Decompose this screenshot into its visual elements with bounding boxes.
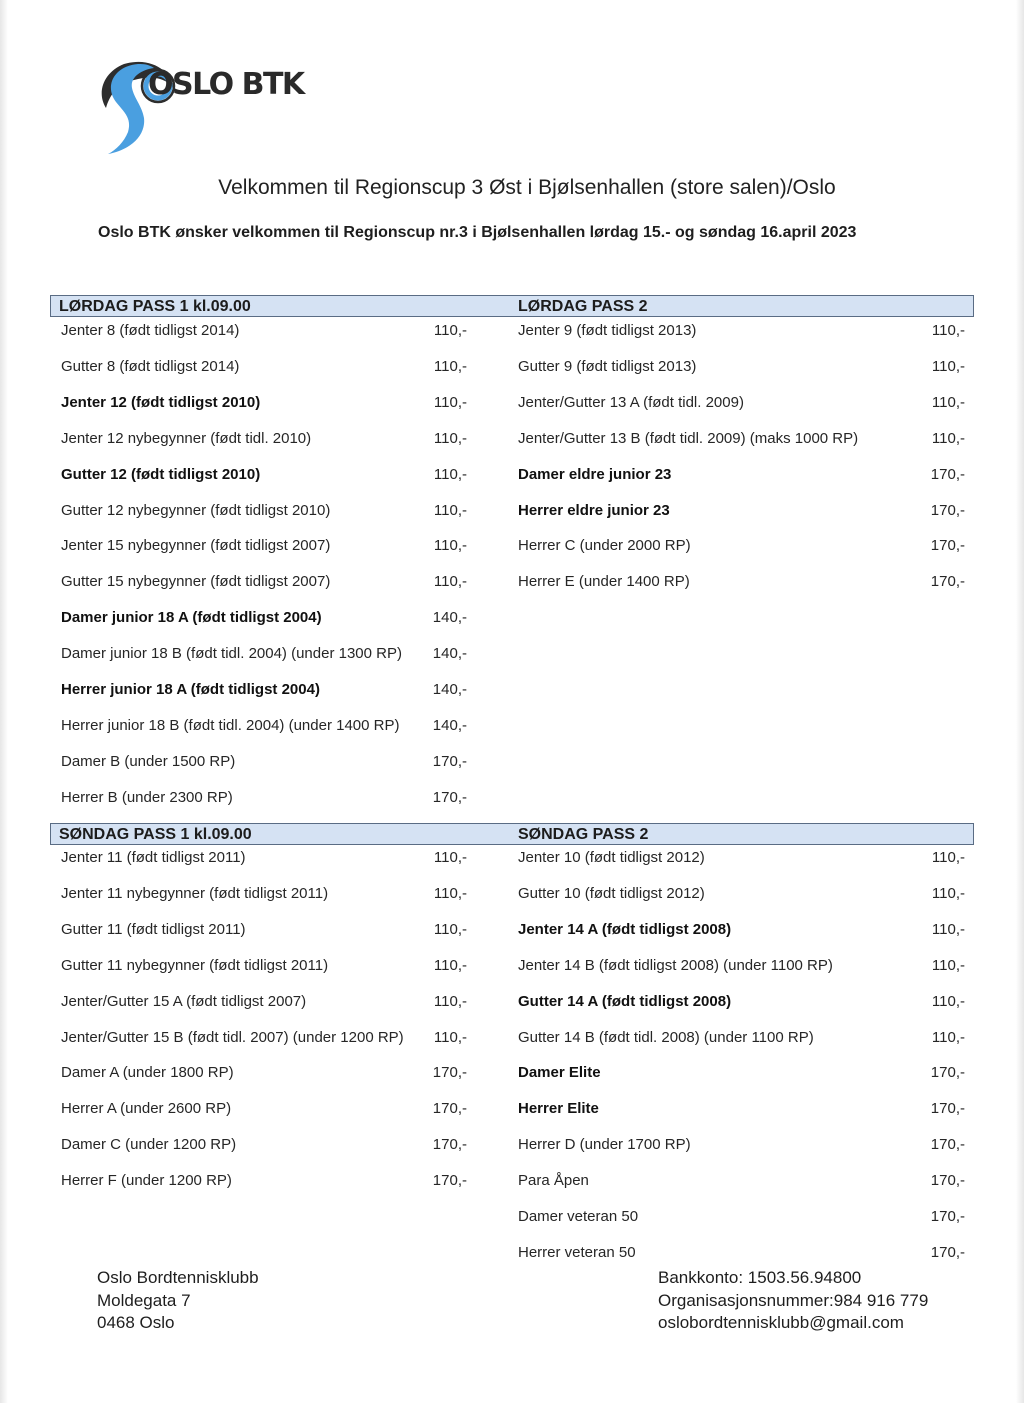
- saturday-pass2-class-label: Jenter/Gutter 13 B (født tidl. 2009) (maks 1000 RP): [518, 429, 859, 447]
- sunday-pass2-class-fee: 110,-: [931, 849, 965, 866]
- sunday-pass1-class-label: Gutter 11 nybegynner (født tidligst 2011): [61, 956, 329, 974]
- sunday-pass1-class-label: Damer C (under 1200 RP): [61, 1136, 237, 1154]
- saturday-pass1-class-label: Gutter 8 (født tidligst 2014): [61, 357, 240, 375]
- saturday-pass2-class-fee: 170,-: [930, 573, 965, 591]
- saturday-pass1-class-fee: 140,-: [432, 645, 467, 663]
- page-subtitle: Oslo BTK ønsker velkommen til Regionscup nr.3 i Bjølsenhallen lørdag 15.- og søndag 16.april 2023: [98, 224, 857, 241]
- saturday-pass1-class-fee: 110,-: [433, 537, 467, 555]
- sunday-pass2-title: SØNDAG PASS 2: [518, 826, 649, 843]
- sunday-pass2-class-fee: 110,-: [931, 956, 965, 974]
- page-edge-left: [0, 0, 8, 1403]
- sunday-header: [50, 823, 974, 845]
- sunday-pass2-class-label: Gutter 14 B (født tidl. 2008) (under 1100 RP): [518, 1028, 814, 1046]
- sunday-pass2-class-fee: 170,-: [930, 1064, 965, 1082]
- sunday-pass2-class-fee: 170,-: [930, 1243, 965, 1261]
- club-address: [97, 1267, 259, 1335]
- sunday-pass1-class-fee: 110,-: [433, 920, 467, 938]
- saturday-pass1-class-fee: 110,-: [433, 465, 467, 483]
- saturday-pass1-class-label: Gutter 12 nybegynner (født tidligst 2010): [61, 501, 331, 519]
- sunday-pass1-class-fee: 170,-: [432, 1172, 467, 1190]
- saturday-pass1-class-fee: 140,-: [432, 681, 467, 698]
- sunday-pass2-class-label: Jenter 14 B (født tidligst 2008) (under 1100 RP): [518, 956, 833, 974]
- sunday-pass1-class-fee: 170,-: [432, 1136, 467, 1154]
- contact-email: oslobordtennisklubb@gmail.com: [658, 1313, 904, 1332]
- saturday-pass1-class-label: Herrer junior 18 B (født tidl. 2004) (under 1400 RP): [61, 716, 400, 734]
- sunday-pass2-class-fee: 110,-: [931, 920, 965, 938]
- sunday-pass2-class-label: Jenter 10 (født tidligst 2012): [518, 849, 705, 866]
- saturday-pass2-class-label: Herrer C (under 2000 RP): [518, 537, 691, 555]
- saturday-pass1-class-label: Gutter 12 (født tidligst 2010): [61, 465, 261, 483]
- saturday-pass2-class-label: Herrer E (under 1400 RP): [518, 573, 690, 591]
- sunday-pass1-title: SØNDAG PASS 1 kl.09.00: [59, 826, 252, 843]
- saturday-pass2-class-label: Herrer eldre junior 23: [518, 501, 670, 519]
- saturday-pass1-class-fee: 170,-: [432, 752, 467, 770]
- sunday-pass1-class-label: Damer A (under 1800 RP): [61, 1064, 234, 1082]
- saturday-pass2-title: LØRDAG PASS 2: [518, 298, 648, 315]
- saturday-pass1-class-label: Damer junior 18 A (født tidligst 2004): [61, 609, 322, 627]
- saturday-pass1-class-label: Damer junior 18 B (født tidl. 2004) (under 1300 RP): [61, 645, 402, 663]
- sunday-pass1-class-label: Jenter 11 nybegynner (født tidligst 2011): [61, 884, 329, 902]
- saturday-pass1-class-label: Gutter 15 nybegynner (født tidligst 2007): [61, 573, 331, 591]
- sunday-pass1-class-label: Jenter 11 (født tidligst 2011): [61, 849, 246, 866]
- sunday-pass1-class-fee: 110,-: [433, 1028, 467, 1046]
- address-line: Oslo Bordtennisklubb: [97, 1268, 259, 1287]
- sunday-pass1-class-label: Jenter/Gutter 15 A (født tidligst 2007): [61, 992, 307, 1010]
- sunday-pass2-class-label: Damer veteran 50: [518, 1208, 639, 1225]
- sunday-pass2-class-label: Gutter 14 A (født tidligst 2008): [518, 992, 732, 1010]
- saturday-pass1-class-fee: 110,-: [433, 393, 467, 411]
- saturday-pass1-class-fee: 170,-: [432, 788, 467, 806]
- saturday-pass2-class-fee: 170,-: [930, 501, 965, 519]
- saturday-pass1-class-label: Jenter 12 nybegynner (født tidl. 2010): [61, 429, 312, 447]
- page-title: Velkommen til Regionscup 3 Øst i Bjølsenhallen (store salen)/Oslo: [218, 176, 836, 199]
- page-edge-right: [1016, 0, 1024, 1403]
- saturday-pass2-class-label: Jenter 9 (født tidligst 2013): [518, 322, 697, 339]
- logo-wordmark: OSLO BTK: [148, 67, 304, 102]
- address-line: 0468 Oslo: [97, 1313, 175, 1332]
- saturday-pass1-class-fee: 140,-: [432, 716, 467, 734]
- sunday-pass2-class-fee: 170,-: [930, 1172, 965, 1190]
- sunday-pass2-class-label: Damer Elite: [518, 1064, 601, 1082]
- bank-account: Bankkonto: 1503.56.94800: [658, 1268, 862, 1287]
- saturday-pass2-class-fee: 110,-: [931, 357, 965, 375]
- saturday-pass2-class-fee: 110,-: [931, 393, 965, 411]
- sunday-pass2-class-fee: 110,-: [931, 884, 965, 902]
- saturday-pass1-class-fee: 110,-: [433, 573, 467, 591]
- sunday-pass2-class-fee: 170,-: [930, 1100, 965, 1118]
- address-line: Moldegata 7: [97, 1290, 191, 1310]
- saturday-header: [50, 295, 974, 317]
- saturday-pass1-class-label: Jenter 12 (født tidligst 2010): [61, 393, 261, 411]
- saturday-pass2-class-fee: 110,-: [931, 429, 965, 447]
- sunday-pass1-class-label: Gutter 11 (født tidligst 2011): [61, 920, 246, 938]
- saturday-pass2-class-fee: 170,-: [930, 465, 965, 483]
- sunday-pass1-class-label: Jenter/Gutter 15 B (født tidl. 2007) (under 1200 RP): [61, 1028, 404, 1046]
- saturday-pass1-class-label: Jenter 15 nybegynner (født tidligst 2007): [61, 537, 331, 555]
- club-contact: [658, 1267, 928, 1335]
- saturday-pass1-class-fee: 110,-: [433, 322, 467, 339]
- sunday-pass1-class-label: Herrer F (under 1200 RP): [61, 1172, 232, 1190]
- saturday-pass1-class-fee: 110,-: [433, 429, 467, 447]
- saturday-pass1-class-label: Herrer junior 18 A (født tidligst 2004): [61, 681, 320, 698]
- sunday-pass2-class-label: Herrer Elite: [518, 1100, 599, 1118]
- saturday-pass1-class-fee: 140,-: [432, 609, 467, 627]
- sunday-pass2-class-label: Herrer D (under 1700 RP): [518, 1136, 691, 1154]
- sunday-pass1-class-fee: 110,-: [433, 884, 467, 902]
- saturday-pass1-class-fee: 110,-: [433, 357, 467, 375]
- sunday-pass2-class-label: Gutter 10 (født tidligst 2012): [518, 884, 705, 902]
- saturday-pass1-class-label: Damer B (under 1500 RP): [61, 752, 236, 770]
- org-number: Organisasjonsnummer:984 916 779: [658, 1290, 929, 1310]
- saturday-pass1-class-label: Herrer B (under 2300 RP): [61, 788, 233, 806]
- sunday-pass2-class-fee: 170,-: [930, 1136, 965, 1154]
- sunday-pass2-class-fee: 170,-: [930, 1208, 965, 1225]
- sunday-pass2-class-label: Jenter 14 A (født tidligst 2008): [518, 920, 732, 938]
- sunday-pass1-class-fee: 170,-: [432, 1064, 467, 1082]
- saturday-pass1-title: LØRDAG PASS 1 kl.09.00: [59, 298, 251, 315]
- sunday-pass2-class-label: Para Åpen: [518, 1172, 589, 1190]
- saturday-pass1-class-label: Jenter 8 (født tidligst 2014): [61, 322, 240, 339]
- sunday-pass1-class-fee: 110,-: [433, 849, 467, 866]
- sunday-pass2-class-fee: 110,-: [931, 1028, 965, 1046]
- sunday-pass1-class-fee: 110,-: [433, 992, 467, 1010]
- saturday-pass2-class-label: Damer eldre junior 23: [518, 465, 672, 483]
- saturday-pass2-class-label: Gutter 9 (født tidligst 2013): [518, 357, 697, 375]
- sunday-pass1-class-label: Herrer A (under 2600 RP): [61, 1100, 232, 1118]
- saturday-pass2-class-fee: 170,-: [930, 537, 965, 555]
- saturday-pass2-class-fee: 110,-: [931, 322, 965, 339]
- sunday-pass2-class-label: Herrer veteran 50: [518, 1243, 636, 1261]
- sunday-pass2-class-fee: 110,-: [931, 992, 965, 1010]
- saturday-pass1-class-fee: 110,-: [433, 501, 467, 519]
- saturday-pass2-class-label: Jenter/Gutter 13 A (født tidl. 2009): [518, 393, 744, 411]
- sunday-pass1-class-fee: 110,-: [433, 956, 467, 974]
- sunday-pass1-class-fee: 170,-: [432, 1100, 467, 1118]
